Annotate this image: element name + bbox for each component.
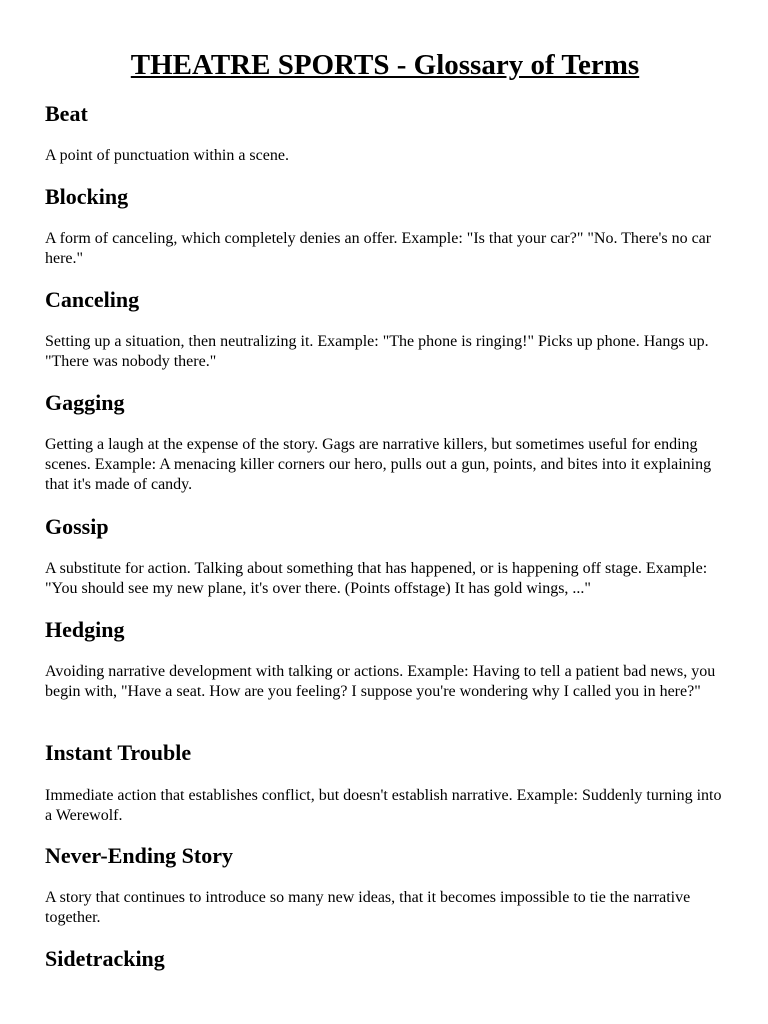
term-heading-hedging: Hedging <box>45 617 125 642</box>
term-definition-gagging: Getting a laugh at the expense of the story. Gags are narrative killers, but sometimes useful for ending scenes. Example: A menacing killer corners our hero, pulls out a gun, points, and bites into it explaining that it's made of candy. <box>45 436 712 493</box>
term-heading-gossip: Gossip <box>45 514 109 539</box>
term-definition-instant-trouble: Immediate action that establishes conflict, but doesn't establish narrative. Example: Suddenly turning into a Werewolf. <box>45 787 722 824</box>
term-definition-blocking: A form of canceling, which completely denies an offer. Example: "Is that your car?" "No. There's no car here." <box>45 230 712 267</box>
term-heading-instant-trouble: Instant Trouble <box>45 740 192 765</box>
term-definition-gossip: A substitute for action. Talking about something that has happened, or is happening off stage. Example: "You should see my new plane, it's over there. (Points offstage) It has gold wings, ..." <box>45 560 708 597</box>
term-heading-never-ending-story: Never-Ending Story <box>45 843 234 868</box>
term-heading-gagging: Gagging <box>45 390 125 415</box>
term-heading-canceling: Canceling <box>45 287 140 312</box>
term-heading-blocking: Blocking <box>45 184 129 209</box>
term-definition-hedging: Avoiding narrative development with talking or actions. Example: Having to tell a patient bad news, you begin with, "Have a seat. How are you feeling? I suppose you're wondering why I called you in here?" <box>45 663 716 700</box>
term-definition-canceling: Setting up a situation, then neutralizing it. Example: "The phone is ringing!" Picks up phone. Hangs up. "There was nobody there." <box>45 333 709 370</box>
term-heading-beat: Beat <box>45 101 88 126</box>
term-definition-beat: A point of punctuation within a scene. <box>45 147 289 164</box>
document-title: THEATRE SPORTS - Glossary of Terms <box>130 49 640 81</box>
term-heading-sidetracking: Sidetracking <box>45 946 165 971</box>
term-definition-never-ending-story: A story that continues to introduce so many new ideas, that it becomes impossible to tie the narrative together. <box>45 889 691 926</box>
